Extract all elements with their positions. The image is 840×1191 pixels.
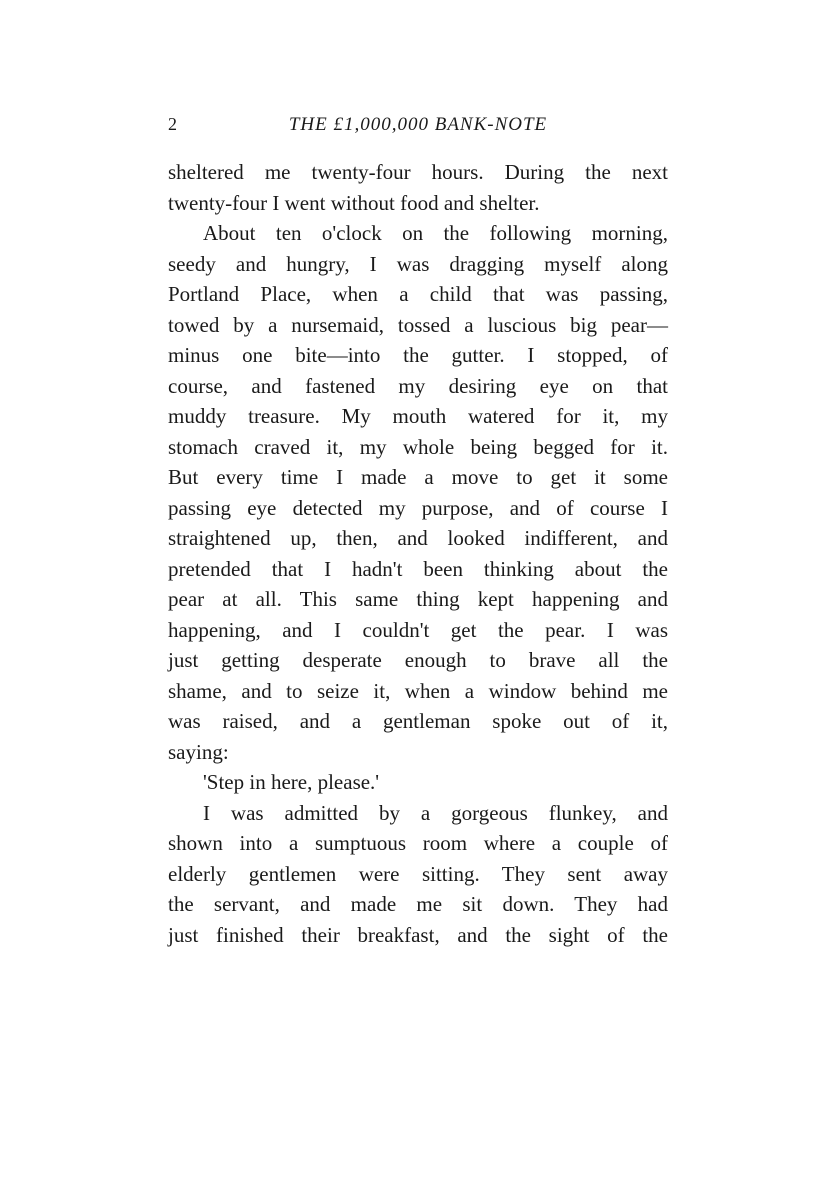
text-line: towed by a nursemaid, tossed a luscious big pear—: [168, 312, 668, 337]
body-text: [168, 157, 668, 950]
text-line: the servant, and made me sit down. They had: [168, 892, 668, 916]
text-line: But every time I made a move to get it some: [168, 465, 668, 489]
text-line: 'Step in here, please.': [203, 770, 380, 794]
text-line: straightened up, then, and looked indifferent, and: [168, 526, 668, 550]
text-line: pear at all. This same thing kept happening and: [168, 587, 668, 611]
text-line: passing eye detected my purpose, and of course I: [168, 495, 668, 520]
page-header: [168, 114, 668, 144]
text-line: shown into a sumptuous room where a couple of: [168, 831, 668, 855]
running-title: THE £1,000,000 BANK-NOTE: [288, 114, 548, 135]
text-line: elderly gentlemen were sitting. They sent away: [168, 861, 668, 886]
text-line: sheltered me twenty-four hours. During the next: [168, 160, 668, 184]
text-line: shame, and to seize it, when a window behind me: [168, 678, 668, 703]
text-line: muddy treasure. My mouth watered for it, my: [168, 404, 668, 428]
text-line: was raised, and a gentleman spoke out of it,: [168, 709, 668, 733]
text-line: Portland Place, when a child that was passing,: [168, 282, 668, 306]
text-line: pretended that I hadn't been thinking about the: [168, 556, 668, 581]
text-line: About ten o'clock on the following morning,: [203, 221, 668, 245]
page-number: 2: [168, 114, 177, 134]
text-line: just getting desperate enough to brave all the: [168, 648, 668, 672]
text-line: course, and fastened my desiring eye on that: [168, 373, 668, 398]
text-line: happening, and I couldn't get the pear. I was: [168, 617, 668, 642]
text-line: minus one bite—into the gutter. I stopped, of: [168, 343, 668, 367]
text-line: stomach craved it, my whole being begged for it.: [168, 434, 668, 459]
text-line: twenty-four I went without food and shelter.: [168, 190, 540, 215]
text-line: just finished their breakfast, and the sight of the: [168, 922, 668, 947]
text-line: saying:: [168, 739, 229, 764]
text-line: I was admitted by a gorgeous flunkey, and: [203, 800, 668, 825]
text-line: seedy and hungry, I was dragging myself along: [168, 251, 668, 276]
